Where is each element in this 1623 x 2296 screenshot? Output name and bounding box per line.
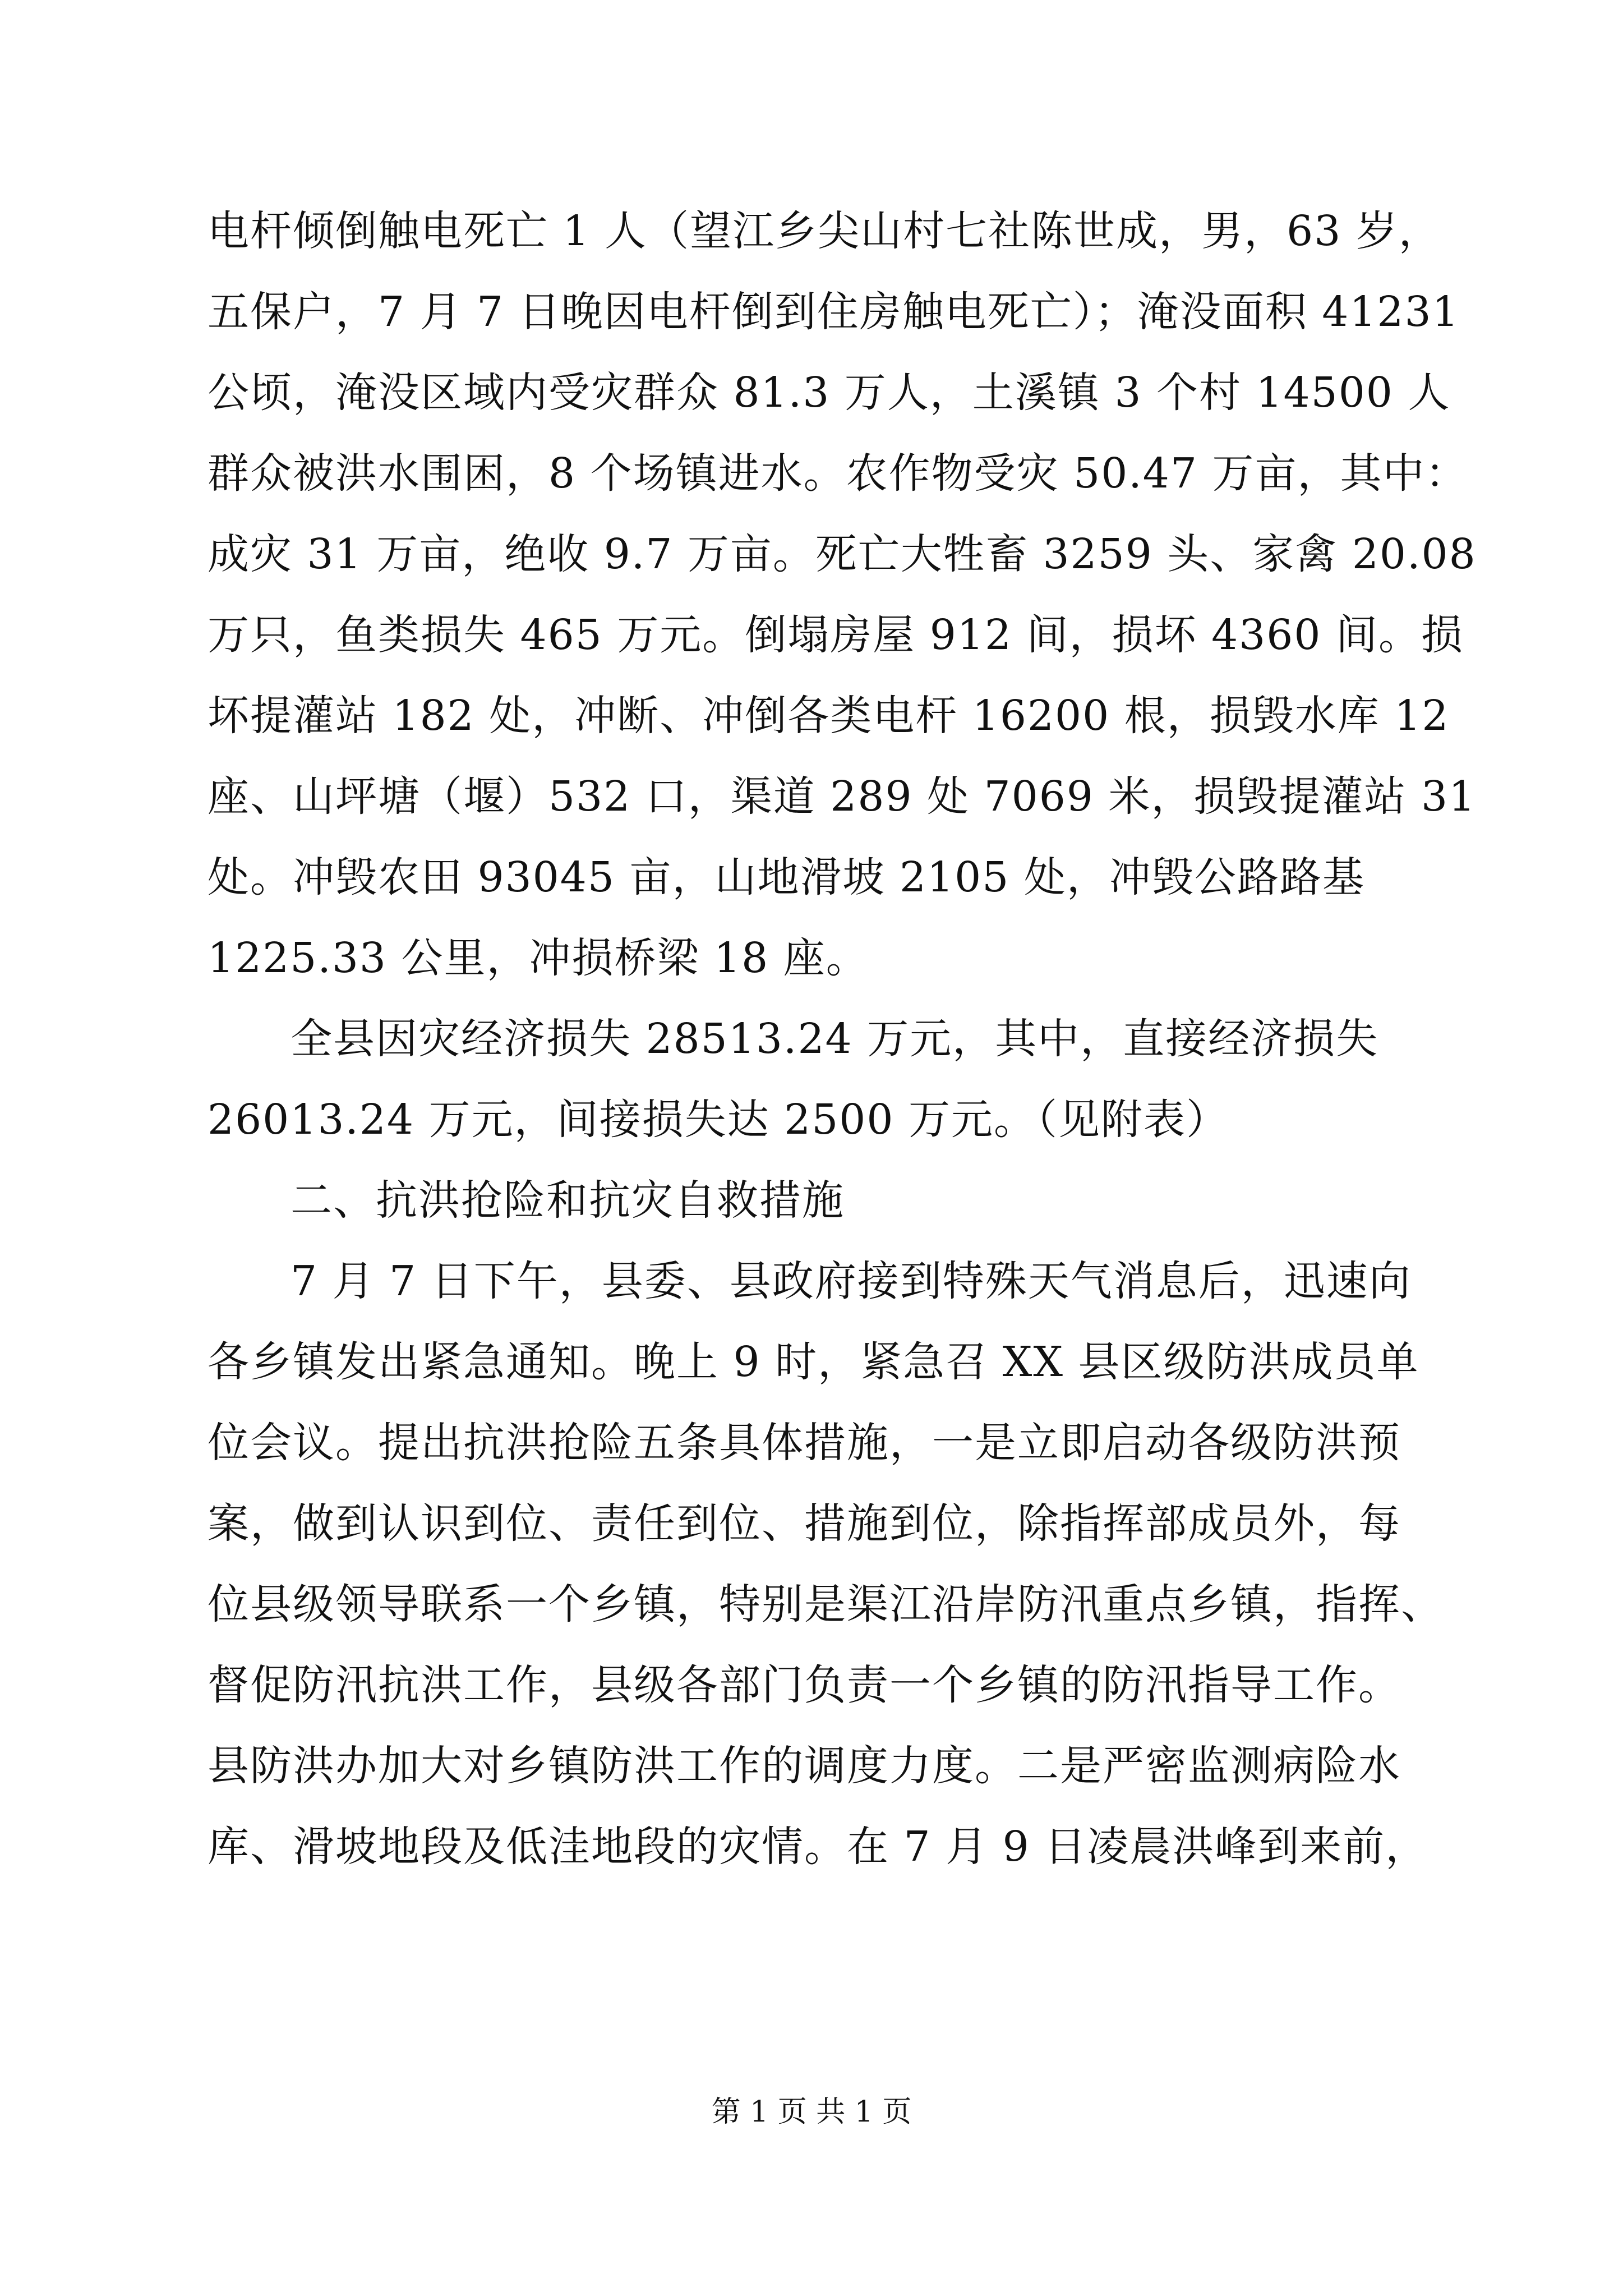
- text-line: 26013.24 万元，间接损失达 2500 万元。（见附表）: [208, 1096, 1229, 1144]
- text-line: 群众被洪水围困，8 个场镇进水。农作物受灾 50.47 万亩，其中：: [208, 449, 1468, 498]
- text-line: 位县级领导联系一个乡镇，特别是渠江沿岸防汛重点乡镇，指挥、: [208, 1580, 1444, 1628]
- text-line: 各乡镇发出紧急通知。晚上 9 时，紧急召 XX 县区级防洪成员单: [208, 1338, 1419, 1386]
- paragraph-start-line: 7 月 7 日下午，县委、县政府接到特殊天气消息后，迅速向: [291, 1257, 1412, 1305]
- text-line: 案，做到认识到位、责任到位、措施到位，除指挥部成员外，每: [208, 1499, 1401, 1548]
- text-line: 成灾 31 万亩，绝收 9.7 万亩。死亡大牲畜 3259 头、家禽 20.08: [208, 530, 1477, 578]
- text-line: 座、山坪塘（堰）532 口，渠道 289 处 7069 米，损毁提灌站 31: [208, 772, 1477, 821]
- text-line: 五保户，7 月 7 日晚因电杆倒到住房触电死亡）；淹没面积 41231: [208, 288, 1460, 336]
- text-line: 坏提灌站 182 处，冲断、冲倒各类电杆 16200 根，损毁水库 12: [208, 692, 1450, 740]
- text-line: 1225.33 公里，冲损桥梁 18 座。: [208, 934, 869, 982]
- page-number-footer: 第 1 页 共 1 页: [711, 2095, 912, 2129]
- text-line: 督促防汛抗洪工作，县级各部门负责一个乡镇的防汛指导工作。: [208, 1661, 1401, 1709]
- text-line: 电杆倾倒触电死亡 1 人（望江乡尖山村七社陈世成，男，63 岁，: [208, 207, 1441, 255]
- document-body: [208, 191, 1477, 1887]
- text-line: 位会议。提出抗洪抢险五条具体措施，一是立即启动各级防洪预: [208, 1419, 1401, 1467]
- text-line: 库、滑坡地段及低洼地段的灾情。在 7 月 9 日凌晨洪峰到来前，: [208, 1823, 1428, 1871]
- paragraph-start-line: 全县因灾经济损失 28513.24 万元，其中，直接经济损失: [291, 1015, 1379, 1063]
- text-line: 万只，鱼类损失 465 万元。倒塌房屋 912 间，损坏 4360 间。损: [208, 611, 1464, 659]
- text-line: 处。冲毁农田 93045 亩，山地滑坡 2105 处，冲毁公路路基: [208, 853, 1365, 901]
- text-line: 县防洪办加大对乡镇防洪工作的调度力度。二是严密监测病险水: [208, 1742, 1401, 1790]
- section-heading: 二、抗洪抢险和抗灾自救措施: [291, 1176, 845, 1225]
- text-line: 公顷，淹没区域内受灾群众 81.3 万人，土溪镇 3 个村 14500 人: [208, 369, 1451, 417]
